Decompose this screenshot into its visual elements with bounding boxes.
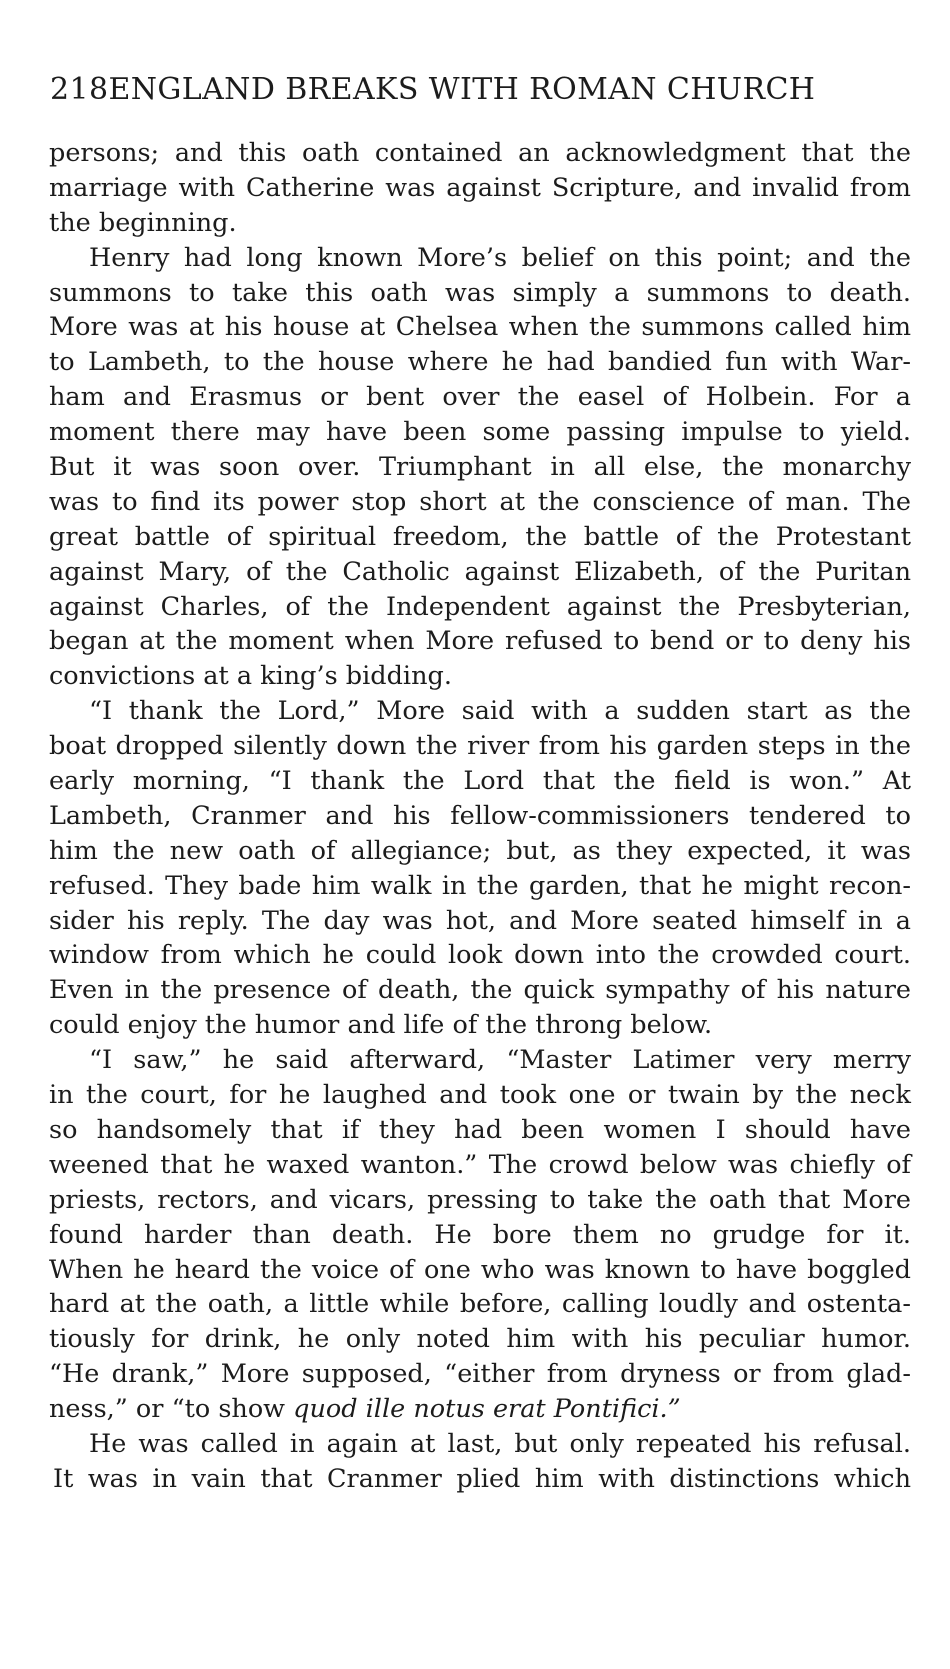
text-line: window from which he could look down into the crowded court.	[49, 940, 911, 971]
text-line: so handsomely that if they had been women I should have	[49, 1114, 911, 1145]
text-line: But it was soon over. Triumphant in all else, the monarchy	[49, 452, 911, 483]
text-line: convictions at a king’s bidding.	[49, 661, 452, 692]
text-line: began at the moment when More refused to bend or to deny his	[49, 626, 911, 657]
text-line: It was in vain that Cranmer plied him with distinctions which	[53, 1463, 911, 1494]
text-line: to Lambeth, to the house where he had bandied fun with War-	[49, 347, 911, 378]
text-line: summons to take this oath was simply a summons to death.	[49, 277, 911, 308]
page-header	[50, 72, 910, 107]
text-line: “I saw,” he said afterward, “Master Latimer very merry	[89, 1045, 911, 1076]
text-line: persons; and this oath contained an acknowledgment that the	[49, 138, 911, 168]
text-line: was to find its power stop short at the conscience of man. The	[49, 486, 911, 517]
body-text	[49, 136, 911, 1497]
text-line: the beginning.	[49, 207, 237, 238]
text-line: Even in the presence of death, the quick sympathy of his nature	[49, 975, 911, 1006]
text-line: found harder than death. He bore them no grudge for it.	[49, 1219, 911, 1250]
text-line: ham and Erasmus or bent over the easel of Holbein. For a	[49, 382, 911, 413]
text-line: weened that he waxed wanton.” The crowd below was chiefly of	[49, 1149, 911, 1180]
text-line-start: ness,” or “to show	[49, 1394, 294, 1425]
text-line: against Charles, of the Independent against the Presbyterian,	[49, 591, 911, 622]
latin-quote: quod ille notus erat Pontifici.”	[293, 1394, 681, 1425]
text-line: Henry had long known More’s belief on this point; and the	[89, 242, 911, 273]
text-line: “He drank,” More supposed, “either from dryness or from glad-	[49, 1359, 911, 1390]
text-line-with-quote	[49, 1392, 911, 1427]
text-line: early morning, “I thank the Lord that the field is won.” At	[49, 766, 911, 797]
text-line: priests, rectors, and vicars, pressing to take the oath that More	[49, 1184, 911, 1215]
page-number: 218	[50, 72, 109, 107]
text-line: marriage with Catherine was against Scripture, and invalid from	[49, 172, 911, 203]
text-line: He was called in again at last, but only repeated his refusal.	[89, 1428, 911, 1459]
text-line: him the new oath of allegiance; but, as they expected, it was	[49, 835, 911, 866]
running-title: ENGLAND BREAKS WITH ROMAN CHURCH	[108, 72, 816, 107]
text-line: tiously for drink, he only noted him with his peculiar humor.	[49, 1324, 911, 1355]
text-line: hard at the oath, a little while before, calling loudly and ostenta-	[49, 1289, 911, 1320]
text-line: great battle of spiritual freedom, the battle of the Protestant	[49, 521, 911, 552]
text-line: More was at his house at Chelsea when the summons called him	[49, 312, 911, 343]
text-line: Lambeth, Cranmer and his fellow-commissioners tendered to	[49, 800, 911, 831]
text-line: could enjoy the humor and life of the throng below.	[49, 1010, 713, 1041]
text-line: against Mary, of the Catholic against Elizabeth, of the Puritan	[49, 556, 911, 587]
text-line: refused. They bade him walk in the garden, that he might recon-	[49, 870, 911, 901]
text-line: When he heard the voice of one who was known to have boggled	[49, 1254, 911, 1285]
text-line: “I thank the Lord,” More said with a sudden start as the	[89, 696, 911, 727]
text-line: boat dropped silently down the river from his garden steps in the	[49, 731, 911, 762]
text-line: in the court, for he laughed and took one or twain by the neck	[49, 1080, 911, 1111]
text-line: sider his reply. The day was hot, and More seated himself in a	[49, 905, 911, 936]
text-line: moment there may have been some passing impulse to yield.	[49, 417, 911, 448]
